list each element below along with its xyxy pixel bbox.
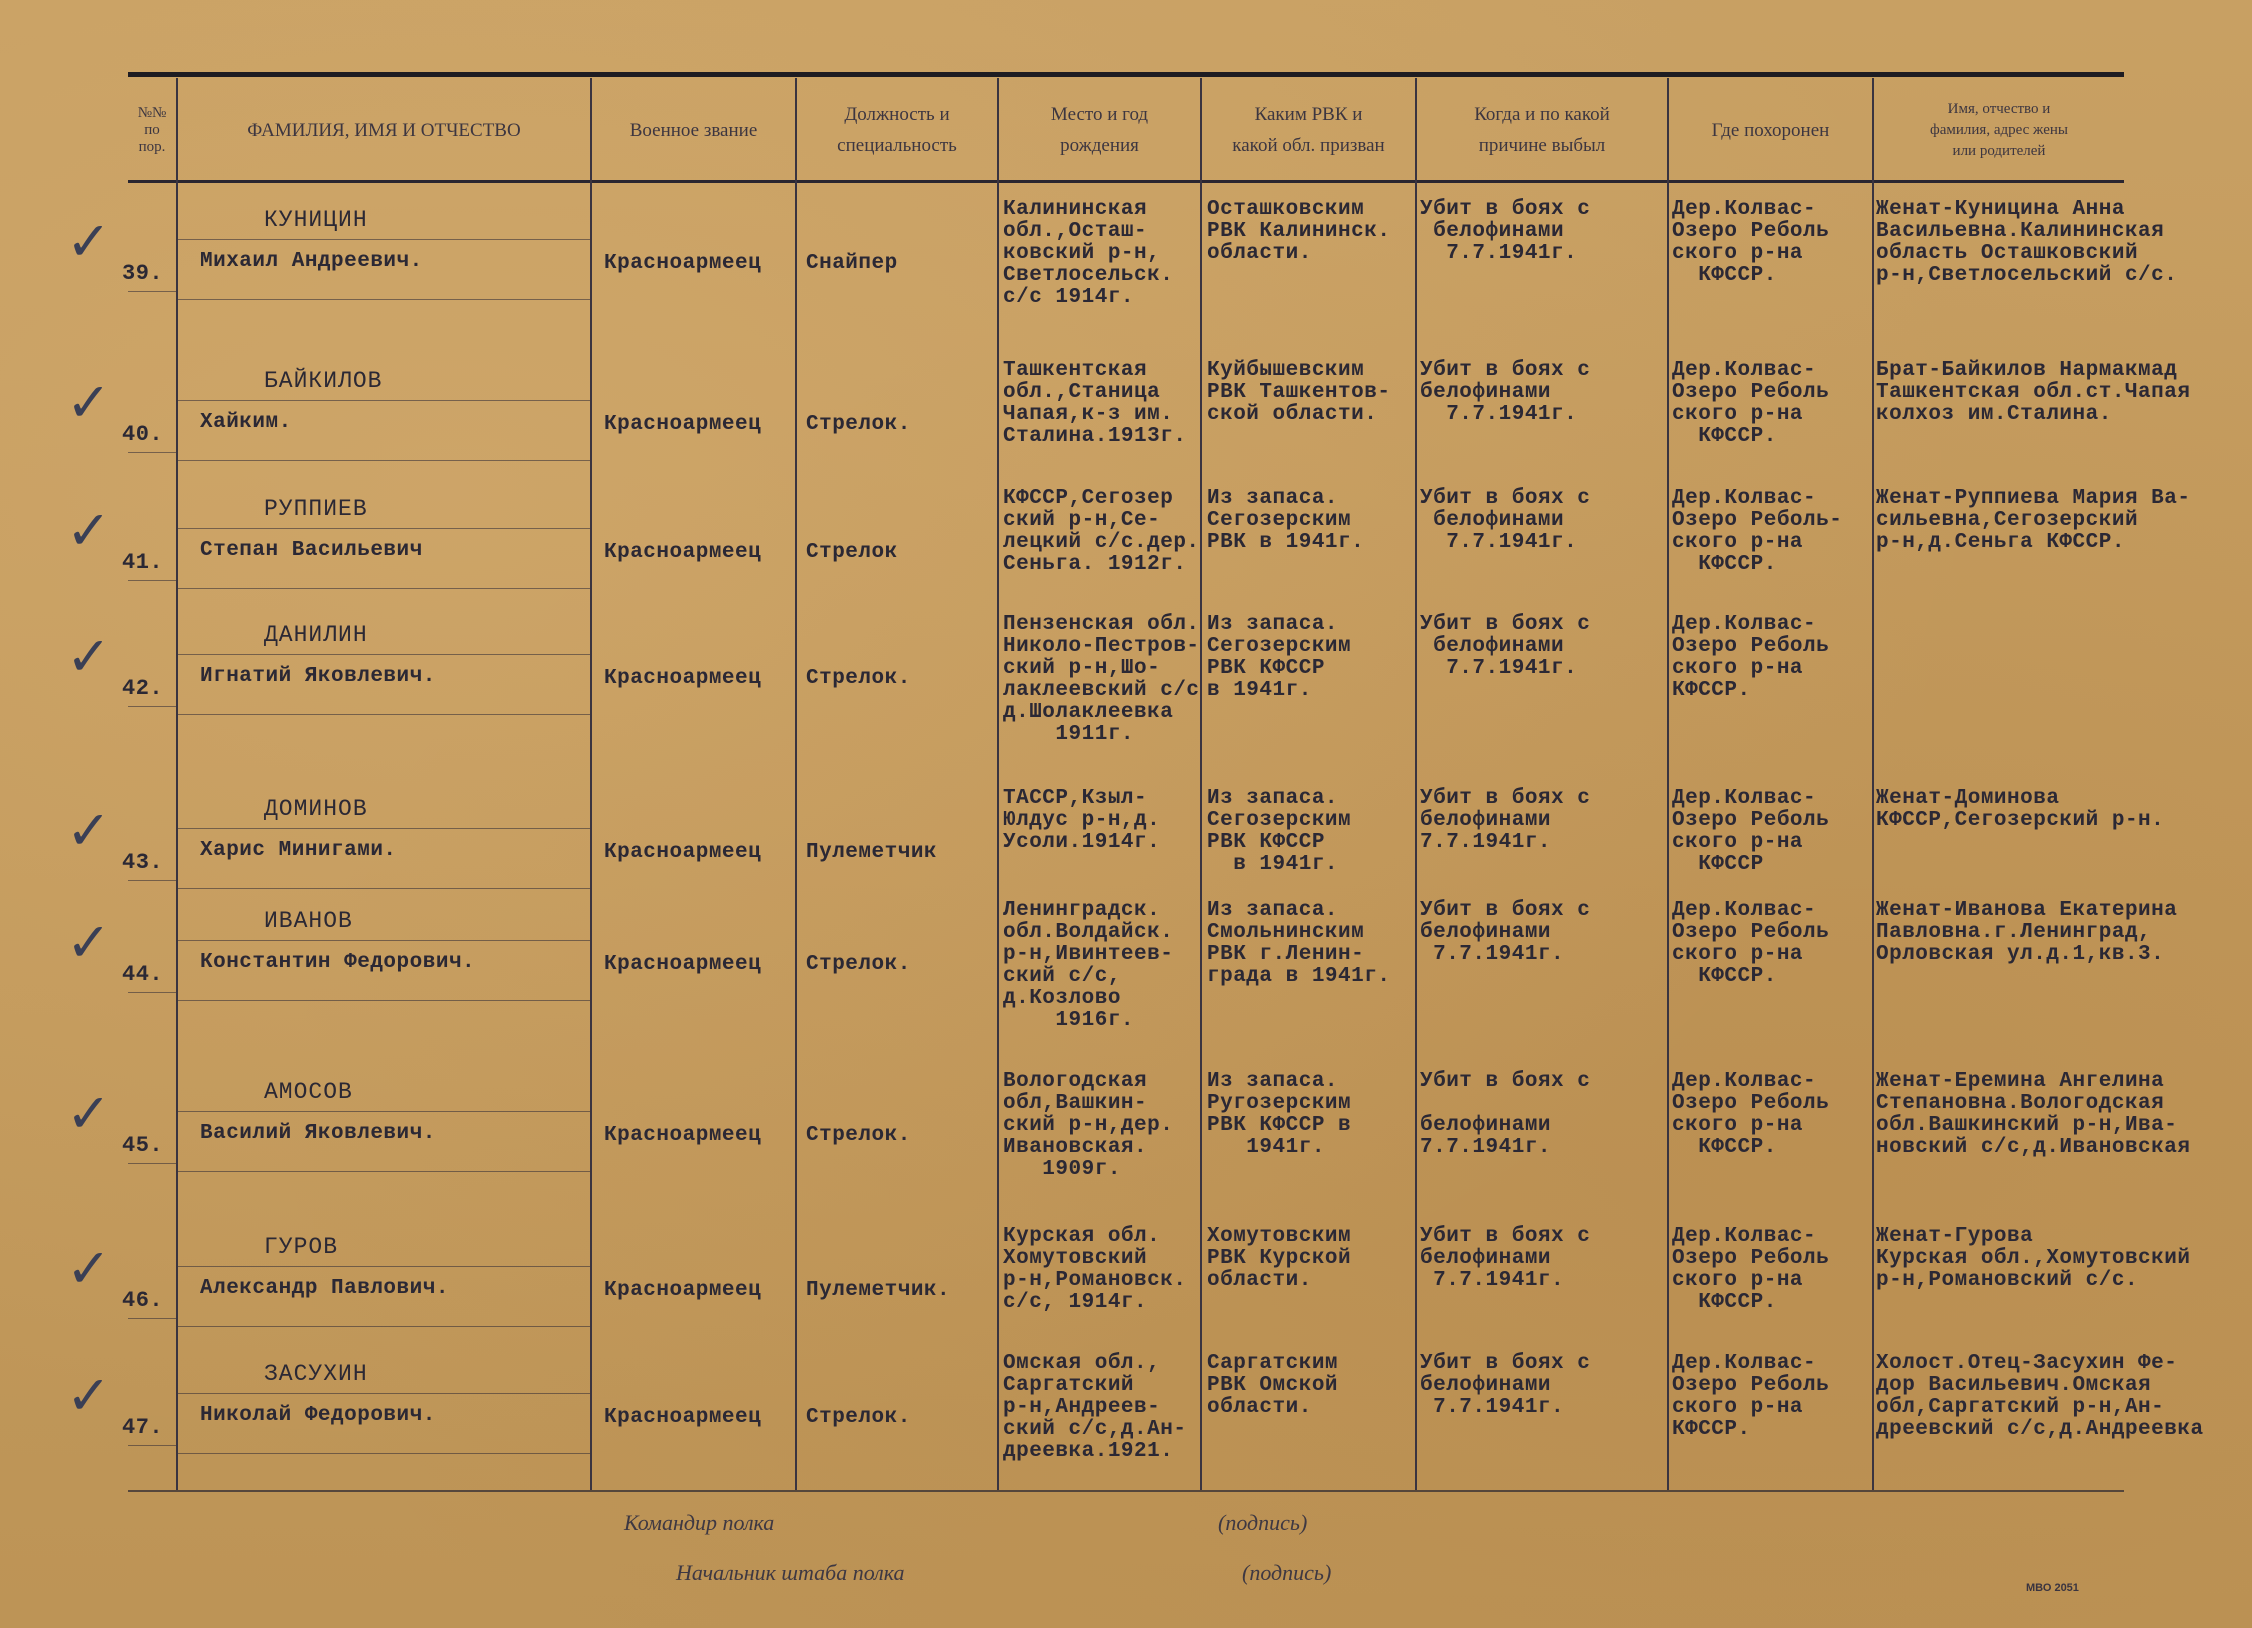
departure-reason: Убит в боях с белофинами 7.7.1941г. — [1420, 787, 1591, 854]
row-check-mark: ✓ — [66, 210, 112, 273]
military-rank: Красноармеец — [604, 1279, 762, 1302]
burial-place: Дер.Колвас- Озеро Реболь ского р-на КФССР — [1672, 787, 1830, 876]
conscription-rvk: Хомутовским РВК Курской области. — [1207, 1225, 1352, 1292]
row-guide-line — [178, 588, 590, 589]
surname: ДАНИЛИН — [264, 622, 368, 648]
birth-place-year: Ленинградск. обл.Волдайск. р-н,Ивинтеев- ский с/с, д.Козлово 1916г. — [1003, 899, 1174, 1032]
conscription-rvk: Из запаса. Сегозерским РВК КФССР в 1941г. — [1207, 613, 1352, 702]
chief-of-staff-label: Начальник штаба полка — [676, 1560, 905, 1585]
conscription-rvk: Куйбышевским РВК Ташкентов- ской области. — [1207, 359, 1391, 426]
birth-place-year: Вологодская обл,Вашкин- ский р-н,дер. Ивановская. 1909г. — [1003, 1070, 1174, 1181]
row-check-mark: ✓ — [66, 1364, 112, 1427]
header-buried: Где похоронен — [1711, 119, 1830, 141]
relatives-address: Женат-Доминова КФССР,Сегозерский р-н. — [1876, 787, 2165, 832]
position: Пулеметчик — [806, 841, 938, 864]
burial-place: Дер.Колвас- Озеро Реболь ского р-на КФССР. — [1672, 899, 1830, 988]
given-names: Степан Васильевич — [200, 539, 423, 562]
burial-place: Дер.Колвас- Озеро Реболь- ского р-на КФССР. — [1672, 487, 1843, 576]
header-rvk: Каким РВК и какой обл. призван — [1232, 104, 1385, 156]
given-names: Харис Минигами. — [200, 839, 397, 862]
relatives-address: Холост.Отец-Засухин Фе- дор Васильевич.Омская обл,Саргатский р-н,Ан- дреевский с/с,д.Андреевка — [1876, 1352, 2204, 1441]
row-guide-line — [178, 654, 590, 655]
birth-place-year: ТАССР,Кзыл- Юлдус р-н,д. Усоли.1914г. — [1003, 787, 1161, 854]
burial-place: Дер.Колвас- Озеро Реболь ского р-на КФССР. — [1672, 613, 1830, 702]
birth-place-year: Пензенская обл. Николо-Пестров- ский р-н,Шо- лаклеевский с/с д.Шолаклеевка 1911г. — [1003, 613, 1200, 746]
row-guide-line — [178, 239, 590, 240]
row-guide-line — [128, 452, 176, 453]
row-check-mark: ✓ — [66, 499, 112, 562]
header-rank: Военное звание — [629, 119, 758, 141]
table-row — [0, 472, 2252, 598]
row-guide-line — [178, 1393, 590, 1394]
departure-reason: Убит в боях с белофинами 7.7.1941г. — [1420, 198, 1591, 265]
given-names: Николай Федорович. — [200, 1404, 436, 1427]
given-names: Михаил Андреевич. — [200, 250, 423, 273]
birth-place-year: Ташкентская обл.,Станица Чапая,к-з им. Сталина.1913г. — [1003, 359, 1187, 448]
header-position: Должность и специальность — [837, 104, 957, 156]
surname: БАЙКИЛОВ — [264, 368, 383, 394]
conscription-rvk: Саргатским РВК Омской области. — [1207, 1352, 1339, 1419]
position: Стрелок. — [806, 1124, 911, 1147]
row-check-mark: ✓ — [66, 1237, 112, 1300]
row-check-mark: ✓ — [66, 625, 112, 688]
row-guide-line — [178, 299, 590, 300]
departure-reason: Убит в боях с белофинами 7.7.1941г. — [1420, 487, 1591, 554]
conscription-rvk: Из запаса. Смольнинским РВК г.Ленин- града в 1941г. — [1207, 899, 1391, 988]
relatives-address: Брат-Байкилов Нармакмад Ташкентская обл.ст.Чапая колхоз им.Сталина. — [1876, 359, 2191, 426]
row-guide-line — [178, 1453, 590, 1454]
conscription-rvk: Из запаса. Сегозерским РВК в 1941г. — [1207, 487, 1365, 554]
military-rank: Красноармеец — [604, 953, 762, 976]
table-row — [0, 884, 2252, 1055]
military-rank: Красноармеец — [604, 413, 762, 436]
table-row — [0, 1055, 2252, 1210]
burial-place: Дер.Колвас- Озеро Реболь ского р-на КФССР. — [1672, 198, 1830, 287]
commander-label: Командир полка — [624, 1510, 775, 1535]
conscription-rvk: Из запаса. Сегозерским РВК КФССР в 1941г. — [1207, 787, 1352, 876]
relatives-address: Женат-Еремина Ангелина Степановна.Вологодская обл.Вашкинский р-н,Ива- новский с/с,д.Ивановская — [1876, 1070, 2191, 1159]
row-guide-line — [178, 1111, 590, 1112]
conscription-rvk: Из запаса. Ругозерским РВК КФССР в 1941г. — [1207, 1070, 1352, 1159]
row-number: 39. — [122, 261, 164, 286]
row-guide-line — [128, 1445, 176, 1446]
relatives-address: Женат-Куницина Анна Васильевна.Калининская область Осташковский р-н,Светлосельский с/с. — [1876, 198, 2178, 287]
row-number: 41. — [122, 550, 164, 575]
surname: ДОМИНОВ — [264, 796, 368, 822]
military-rank: Красноармеец — [604, 1124, 762, 1147]
surname: АМОСОВ — [264, 1079, 353, 1105]
departure-reason: Убит в боях с белофинами 7.7.1941г. — [1420, 1070, 1591, 1159]
header-birth: Место и год рождения — [1050, 104, 1149, 156]
print-mark: МВО 2051 — [2026, 1582, 2079, 1594]
position: Снайпер — [806, 252, 898, 275]
row-check-mark: ✓ — [66, 911, 112, 974]
row-guide-line — [178, 460, 590, 461]
birth-place-year: Омская обл., Саргатский р-н,Андреев- ский с/с,д.Ан- дреевка.1921. — [1003, 1352, 1187, 1463]
given-names: Игнатий Яковлевич. — [200, 665, 436, 688]
row-number: 47. — [122, 1415, 164, 1440]
position: Стрелок — [806, 541, 898, 564]
position: Стрелок. — [806, 953, 911, 976]
surname: ГУРОВ — [264, 1234, 339, 1260]
row-guide-line — [178, 940, 590, 941]
row-guide-line — [178, 1171, 590, 1172]
military-rank: Красноармеец — [604, 1406, 762, 1429]
military-rank: Красноармеец — [604, 252, 762, 275]
header-number: №№ по пор. — [137, 104, 167, 155]
burial-place: Дер.Колвас- Озеро Реболь ского р-на КФССР. — [1672, 1225, 1830, 1314]
commander-signature: (подпись) — [1218, 1510, 1308, 1535]
relatives-address: Женат-Руппиева Мария Ва- сильевна,Сегозерский р-н,д.Сеньга КФССР. — [1876, 487, 2191, 554]
row-guide-line — [178, 714, 590, 715]
header-relatives: Имя, отчество и фамилия, адрес жены или родителей — [1930, 100, 2068, 159]
row-check-mark: ✓ — [66, 371, 112, 434]
given-names: Хайким. — [200, 411, 292, 434]
birth-place-year: КФССР,Сегозер ский р-н,Се- лецкий с/с.дер. Сеньга. 1912г. — [1003, 487, 1200, 576]
row-number: 45. — [122, 1133, 164, 1158]
row-guide-line — [128, 291, 176, 292]
table-row — [0, 1210, 2252, 1337]
departure-reason: Убит в боях с белофинами 7.7.1941г. — [1420, 359, 1591, 426]
row-number: 44. — [122, 962, 164, 987]
table-row — [0, 772, 2252, 884]
row-guide-line — [178, 828, 590, 829]
row-guide-line — [128, 1318, 176, 1319]
row-guide-line — [128, 580, 176, 581]
surname: КУНИЦИН — [264, 207, 368, 233]
burial-place: Дер.Колвас- Озеро Реболь ского р-на КФССР. — [1672, 359, 1830, 448]
position: Стрелок. — [806, 413, 911, 436]
birth-place-year: Калининская обл.,Осташ- ковский р-н, Светлосельск. с/с 1914г. — [1003, 198, 1174, 309]
table-row — [0, 598, 2252, 772]
row-guide-line — [128, 992, 176, 993]
surname: ЗАСУХИН — [264, 1361, 368, 1387]
row-check-mark: ✓ — [66, 799, 112, 862]
burial-place: Дер.Колвас- Озеро Реболь ского р-на КФССР. — [1672, 1070, 1830, 1159]
row-guide-line — [178, 1326, 590, 1327]
row-guide-line — [128, 880, 176, 881]
military-rank: Красноармеец — [604, 841, 762, 864]
bottom-rule — [128, 1490, 2124, 1492]
row-guide-line — [128, 706, 176, 707]
given-names: Константин Федорович. — [200, 951, 476, 974]
departure-reason: Убит в боях с белофинами 7.7.1941г. — [1420, 899, 1591, 966]
relatives-address: Женат-Иванова Екатерина Павловна.г.Ленинград, Орловская ул.д.1,кв.3. — [1876, 899, 2178, 966]
row-check-mark: ✓ — [66, 1082, 112, 1145]
table-row — [0, 183, 2252, 344]
row-number: 46. — [122, 1288, 164, 1313]
row-guide-line — [178, 1000, 590, 1001]
row-number: 40. — [122, 422, 164, 447]
row-guide-line — [178, 528, 590, 529]
given-names: Александр Павлович. — [200, 1277, 449, 1300]
position: Стрелок. — [806, 667, 911, 690]
military-rank: Красноармеец — [604, 667, 762, 690]
position: Стрелок. — [806, 1406, 911, 1429]
table-row — [0, 344, 2252, 472]
given-names: Василий Яковлевич. — [200, 1122, 436, 1145]
chief-of-staff-signature: (подпись) — [1242, 1560, 1332, 1585]
header-when: Когда и по какой причине выбыл — [1474, 104, 1610, 156]
departure-reason: Убит в боях с белофинами 7.7.1941г. — [1420, 1352, 1591, 1419]
header-name: ФАМИЛИЯ, ИМЯ И ОТЧЕСТВО — [247, 119, 521, 141]
row-guide-line — [178, 1266, 590, 1267]
row-guide-line — [178, 400, 590, 401]
position: Пулеметчик. — [806, 1279, 951, 1302]
departure-reason: Убит в боях с белофинами 7.7.1941г. — [1420, 613, 1591, 680]
relatives-address: Женат-Гурова Курская обл.,Хомутовский р-н,Романовский с/с. — [1876, 1225, 2191, 1292]
row-number: 43. — [122, 850, 164, 875]
birth-place-year: Курская обл. Хомутовский р-н,Романовск. с/с, 1914г. — [1003, 1225, 1187, 1314]
row-guide-line — [128, 1163, 176, 1164]
table-row — [0, 1337, 2252, 1490]
burial-place: Дер.Колвас- Озеро Реболь ского р-на КФССР. — [1672, 1352, 1830, 1441]
military-rank: Красноармеец — [604, 541, 762, 564]
conscription-rvk: Осташковским РВК Калининск. области. — [1207, 198, 1391, 265]
surname: ИВАНОВ — [264, 908, 353, 934]
surname: РУППИЕВ — [264, 496, 368, 522]
top-rule — [128, 72, 2124, 77]
departure-reason: Убит в боях с белофинами 7.7.1941г. — [1420, 1225, 1591, 1292]
row-number: 42. — [122, 676, 164, 701]
